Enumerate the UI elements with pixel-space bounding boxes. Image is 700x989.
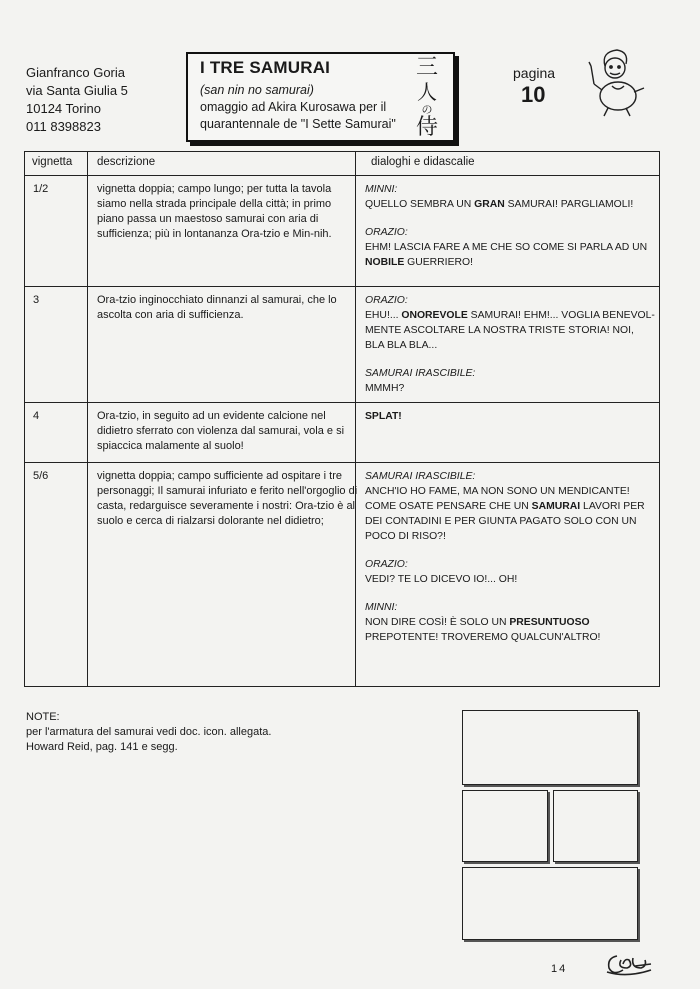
footer-page-number: 14 xyxy=(551,963,568,975)
notes-line: Howard Reid, pag. 141 e segg. xyxy=(26,741,178,753)
dialogue-text: SAMURAI! EHM!... VOGLIA BENEVOL-MENTE ASCOLTARE LA NOSTRA TRISTE STORIA! NOI, BLA BLA BLA... xyxy=(365,310,655,351)
kanji-char: 三 xyxy=(415,55,438,80)
panel-dialogue xyxy=(365,409,655,437)
panel-dialogue xyxy=(365,469,655,658)
dialogue-text: MMMH? xyxy=(365,383,405,394)
dialogue-emphasis: ONOREVOLE xyxy=(401,310,468,321)
header-descrizione: descrizione xyxy=(97,156,156,168)
dialogue-emphasis: PRESUNTUOSO xyxy=(509,617,590,628)
dialogue-text: ANCH'IO HO FAME, MA NON SONO UN MENDICANTE! COME OSATE PENSARE CHE UN xyxy=(365,486,630,512)
speaker-label: SAMURAI IRASCIBILE: xyxy=(365,471,476,482)
panel-number: 3 xyxy=(33,294,40,306)
speaker-label: ORAZIO: xyxy=(365,295,408,306)
author-address xyxy=(26,64,128,136)
mascot-doodle-icon xyxy=(588,48,650,120)
page-number: 10 xyxy=(521,82,546,107)
header-dialoghi: dialoghi e didascalie xyxy=(371,156,475,168)
kanji-char: の xyxy=(421,103,433,116)
thumbnail-panel-4 xyxy=(462,867,638,940)
title-box xyxy=(186,52,455,142)
notes-line: per l'armatura del samurai vedi doc. icon. allegata. xyxy=(26,726,272,738)
thumbnail-panel-3 xyxy=(553,790,638,862)
panel-dialogue xyxy=(365,293,655,409)
panel-description: vignetta doppia; campo lungo; per tutta la tavola siamo nella strada principale della città; in primo piano passa un maestoso samurai con aria di sufficienza; più in lontananza Ora-tzio e Min-nih. xyxy=(97,183,332,240)
panel-number: 1/2 xyxy=(33,183,49,195)
story-title: I TRE SAMURAI xyxy=(200,58,331,77)
panel-number: 4 xyxy=(33,410,40,422)
dialogue-text: SAMURAI! PARGLIAMOLI! xyxy=(504,199,634,210)
author-street: via Santa Giulia 5 xyxy=(26,83,128,98)
kanji-char: 人 xyxy=(417,80,437,104)
dialogue-text: QUELLO SEMBRA UN xyxy=(365,199,475,210)
kanji-title xyxy=(409,56,445,140)
dialogue-text: EHU!... xyxy=(365,310,402,321)
thumbnail-panel-2 xyxy=(462,790,548,862)
dialogue-emphasis: NOBILE xyxy=(365,257,405,268)
table-row xyxy=(25,176,659,287)
dialogue-text: VEDI? TE LO DICEVO IO!... OH! xyxy=(365,574,518,585)
dialogue-emphasis: GRAN xyxy=(474,199,505,210)
table-header xyxy=(25,152,659,176)
table-row xyxy=(25,403,659,463)
author-name: Gianfranco Goria xyxy=(26,65,125,80)
speaker-label: ORAZIO: xyxy=(365,559,408,570)
panel-description: Ora-tzio, in seguito ad un evidente calcione nel didietro sferrato con violenza dal samurai, vola e si spiaccica malamente al suolo! xyxy=(97,410,345,452)
speaker-label: MINNI: xyxy=(365,602,398,613)
panel-dialogue xyxy=(365,182,655,283)
table-row xyxy=(25,287,659,403)
panel-number: 5/6 xyxy=(33,470,49,482)
header-vignetta: vignetta xyxy=(32,156,73,168)
dialogue-text: EHM! LASCIA FARE A ME CHE SO COME SI PARLA AD UN xyxy=(365,242,648,253)
kanji-char: 侍 xyxy=(415,115,438,140)
signature-icon xyxy=(605,950,655,978)
dialogue-text: NON DIRE COSÌ! È SOLO UN xyxy=(365,617,510,628)
author-phone: 011 8398823 xyxy=(26,119,101,134)
author-city: 10124 Torino xyxy=(26,101,101,116)
dialogue-text: GUERRIERO! xyxy=(404,257,473,268)
speaker-label: MINNI: xyxy=(365,184,398,195)
dedication-line-1: omaggio ad Akira Kurosawa per il xyxy=(200,100,387,114)
dialogue-text: LAVORI PER DEI CONTADINI E PER GIUNTA PAGATO SOLO CON UN POCO DI RISO?! xyxy=(365,501,645,542)
dedication-line-2: quarantennale de "I Sette Samurai" xyxy=(200,117,396,131)
script-table xyxy=(24,151,660,687)
sound-effect: SPLAT! xyxy=(365,411,402,422)
dialogue-emphasis: SAMURAI xyxy=(531,501,581,512)
table-row xyxy=(25,463,659,685)
speaker-label: SAMURAI IRASCIBILE: xyxy=(365,368,476,379)
thumbnail-panel-1 xyxy=(462,710,638,785)
panel-description: Ora-tzio inginocchiato dinnanzi al samurai, che lo ascolta con aria di sufficienza. xyxy=(97,294,337,321)
speaker-label: ORAZIO: xyxy=(365,227,408,238)
notes-label: NOTE: xyxy=(26,711,60,723)
notes-block xyxy=(26,710,271,755)
dialogue-text: PREPOTENTE! TROVEREMO QUALCUN'ALTRO! xyxy=(365,632,601,643)
story-subtitle: (san nin no samurai) xyxy=(200,83,314,97)
panel-description: vignetta doppia; campo sufficiente ad ospitare i tre personaggi; Il samurai infuriato e ferito nell'orgoglio di casta, redarguisce severamente i nostri: Ora-tzio è al suolo e cerca di rialzarsi dolorante nel didietro; xyxy=(97,470,358,527)
page-label: pagina xyxy=(513,65,556,81)
